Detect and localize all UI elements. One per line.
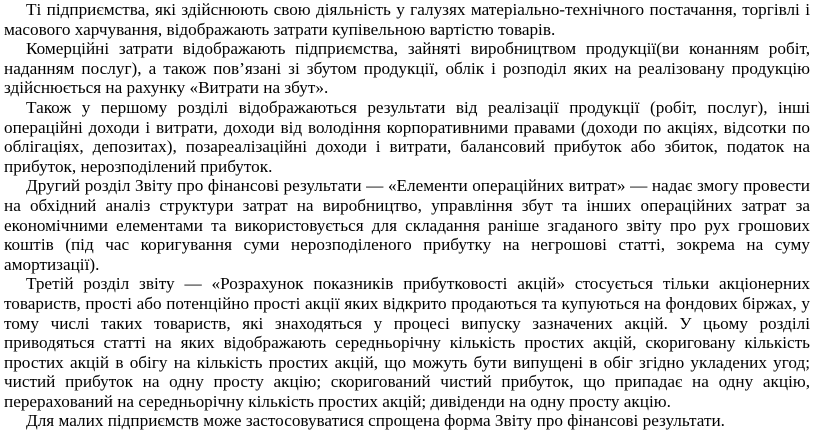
paragraph-small-enterprises: Для малих підприємств може застосовуватися спрощена форма Звіту про фінансові результати.	[26, 411, 725, 431]
paragraph-second-section: Другий розділ Звіту про фінансові результати — «Елементи операційних витрат» — надає змогу провести на обхідний аналіз структури затрат на виробництво, управління збут та інших операційних затрат за економічними елементами та використовується для складання раніше згаданого звіту про рух грошових коштів (під час коригування суми нерозподіленого прибутку на негрошові статті, зокрема на суму амортизації).	[4, 176, 810, 274]
paragraph-commercial-costs: Комерційні затрати відображають підприємства, зайняті виробництвом продукції(ви конанням робіт, наданням послуг), а також пов’язані зі збутом продукції, облік і розподіл яких на реалізовану продукцію здійснюється на рахунку «Витрати на збут».	[4, 39, 810, 98]
paragraph-third-section: Третій розділ звіту — «Розрахунок показників прибутковості акцій» стосується тільки акціонерних товариств, прості або потенційно прості акції яких відкрито продаються та купуються на фондових біржах, у тому числі таких товариств, які знаходяться у процесі випуску зазначених акцій. У цьому розділі приводяться статті на яких відображають середньорічну кількість простих акцій, скориговану кількість простих акцій в обігу на кількість простих акцій, що можуть бути випущені в обіг згідно укладених угод; чистий прибуток на одну просту акцію; скоригований чистий прибуток, що припадає на одну акцію, перерахований на середньорічну кількість простих акцій; дивіденди на одну просту акцію.	[4, 274, 810, 411]
paragraph-first-section: Також у першому розділі відображаються результати від реалізації продукції (робіт, послуг), інші операційні доходи і витрати, доходи від володіння корпоративними правами (доходи по акціях, відсотки по облігаціях, депозитах), позареалізаційні доходи і витрати, балансовий прибуток або збиток, податок на прибуток, нерозподілений прибуток.	[4, 97, 810, 176]
paragraph-trade-costs: Ті підприємства, які здійснюють свою діяльність у галузях матеріально-технічного постачання, торгівлі і масового харчування, відображають затрати купівельною вартістю товарів.	[4, 0, 810, 39]
